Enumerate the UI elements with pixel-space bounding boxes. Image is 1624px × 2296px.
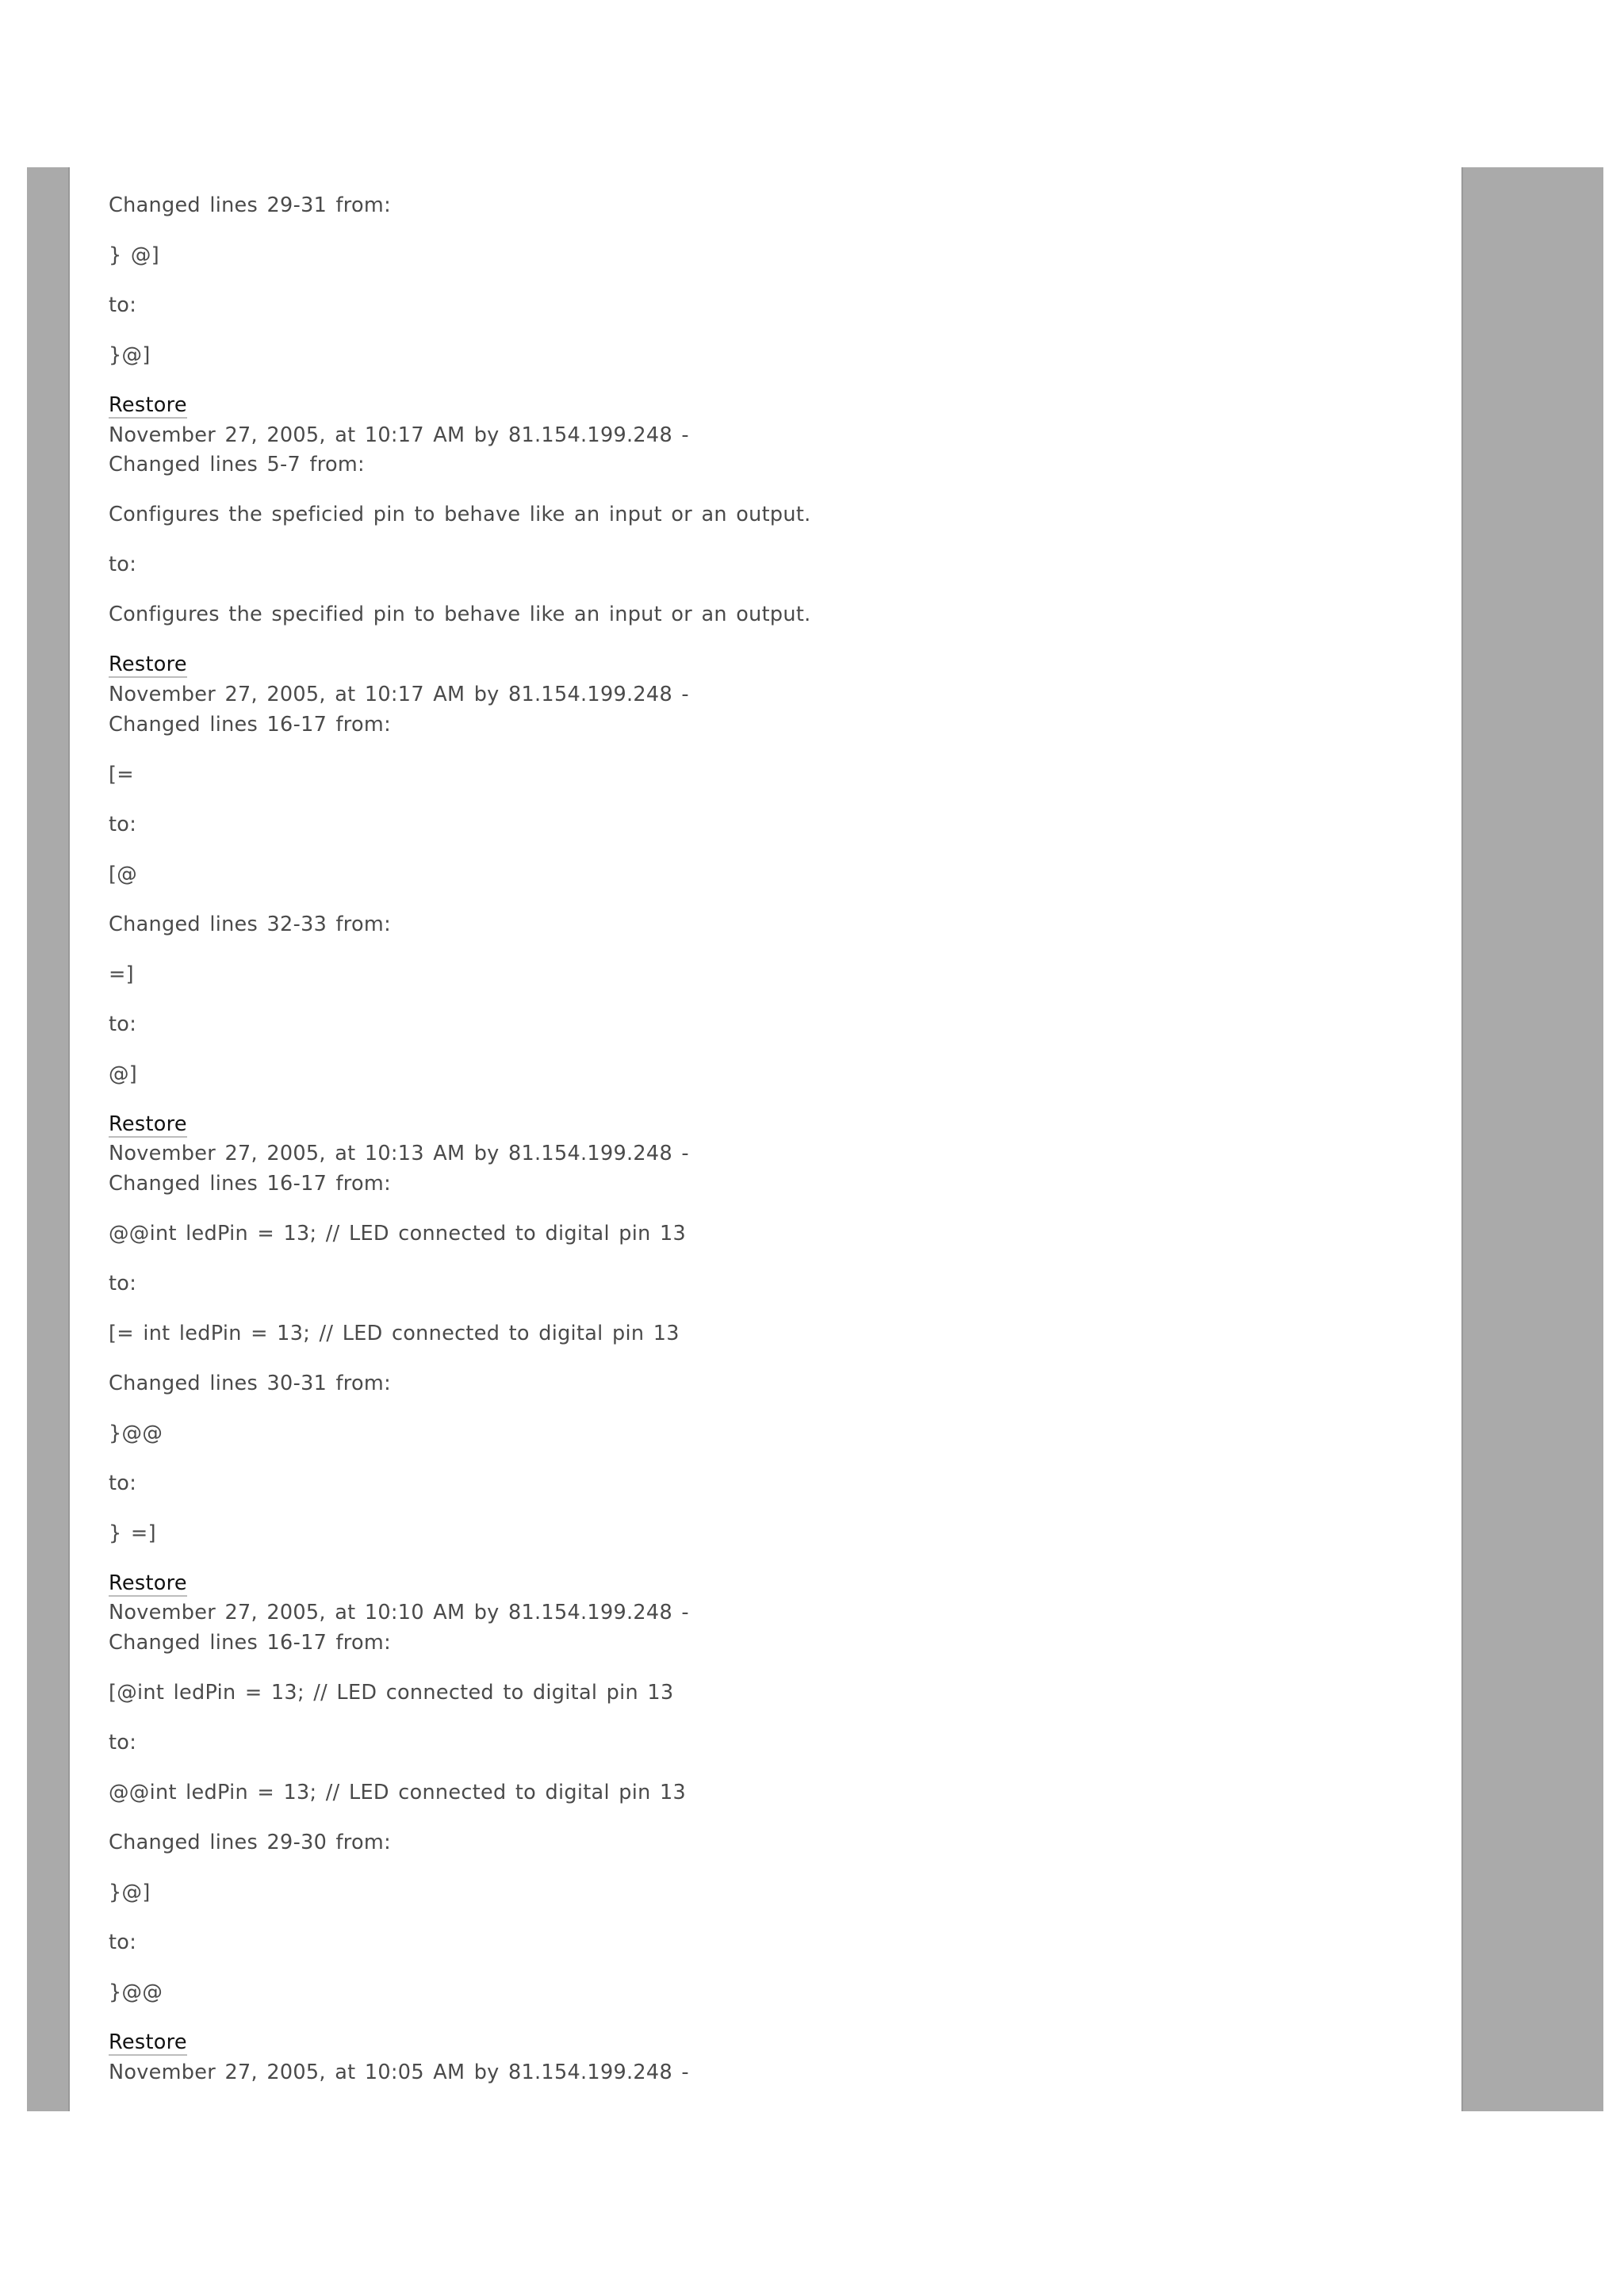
edit-meta: November 27, 2005, at 10:10 AM by 81.154.199.248 -: [109, 1601, 689, 1625]
diff-from-text: }@@: [109, 1421, 163, 1445]
diff-to-text: [@: [109, 862, 138, 886]
history-entry: [109, 1569, 1441, 2008]
diff-to-text: @@int ledPin = 13; // LED connected to digital pin 13: [109, 1781, 687, 1805]
history-entry: [109, 191, 1441, 371]
to-label: to:: [109, 293, 137, 317]
change-header: Changed lines 16-17 from:: [109, 1631, 391, 1655]
restore-link[interactable]: Restore: [109, 392, 187, 417]
restore-link[interactable]: Restore: [109, 2030, 187, 2054]
diff-from-text: }@]: [109, 1881, 151, 1905]
history-entry: [109, 1110, 1441, 1549]
diff-to-text: Configures the specified pin to behave like an input or an output.: [109, 603, 811, 627]
change-header: Changed lines 32-33 from:: [109, 912, 391, 936]
diff-to-text: }@]: [109, 342, 151, 367]
diff-to-text: }@@: [109, 1980, 163, 2005]
history-entry: [109, 650, 1441, 1089]
diff-from-text: [=: [109, 762, 134, 786]
to-label: to:: [109, 553, 137, 577]
diff-to-text: [= int ledPin = 13; // LED connected to digital pin 13: [109, 1321, 680, 1345]
edit-meta: November 27, 2005, at 10:17 AM by 81.154.199.248 -: [109, 682, 689, 706]
to-label: to:: [109, 812, 137, 836]
edit-meta: November 27, 2005, at 10:13 AM by 81.154.199.248 -: [109, 1142, 689, 1166]
change-header: Changed lines 5-7 from:: [109, 453, 365, 477]
diff-from-text: [@int ledPin = 13; // LED connected to digital pin 13: [109, 1681, 674, 1705]
diff-to-text: @]: [109, 1062, 138, 1086]
diff-from-text: Configures the speficied pin to behave like an input or an output.: [109, 503, 811, 527]
to-label: to:: [109, 1931, 137, 1955]
change-header: Changed lines 29-30 from:: [109, 1831, 391, 1855]
diff-from-text: @@int ledPin = 13; // LED connected to digital pin 13: [109, 1221, 687, 1246]
left-sidebar: [27, 167, 70, 2111]
diff-from-text: } @]: [109, 243, 159, 267]
change-header: Changed lines 16-17 from:: [109, 1171, 391, 1196]
to-label: to:: [109, 1271, 137, 1295]
change-header: Changed lines 16-17 from:: [109, 712, 391, 737]
diff-to-text: } =]: [109, 1521, 156, 1545]
history-entry: [109, 391, 1441, 630]
restore-link[interactable]: Restore: [109, 1112, 187, 1136]
history-entry: [109, 2028, 1441, 2087]
to-label: to:: [109, 1012, 137, 1036]
right-sidebar: [1461, 167, 1603, 2111]
restore-link[interactable]: Restore: [109, 652, 187, 677]
diff-from-text: =]: [109, 962, 134, 986]
change-header: Changed lines 29-31 from:: [109, 193, 391, 217]
to-label: to:: [109, 1731, 137, 1755]
page-history-content: [109, 191, 1441, 2087]
restore-link[interactable]: Restore: [109, 1571, 187, 1595]
edit-meta: November 27, 2005, at 10:05 AM by 81.154.199.248 -: [109, 2060, 689, 2084]
edit-meta: November 27, 2005, at 10:17 AM by 81.154.199.248 -: [109, 423, 689, 447]
change-header: Changed lines 30-31 from:: [109, 1371, 391, 1395]
to-label: to:: [109, 1471, 137, 1495]
